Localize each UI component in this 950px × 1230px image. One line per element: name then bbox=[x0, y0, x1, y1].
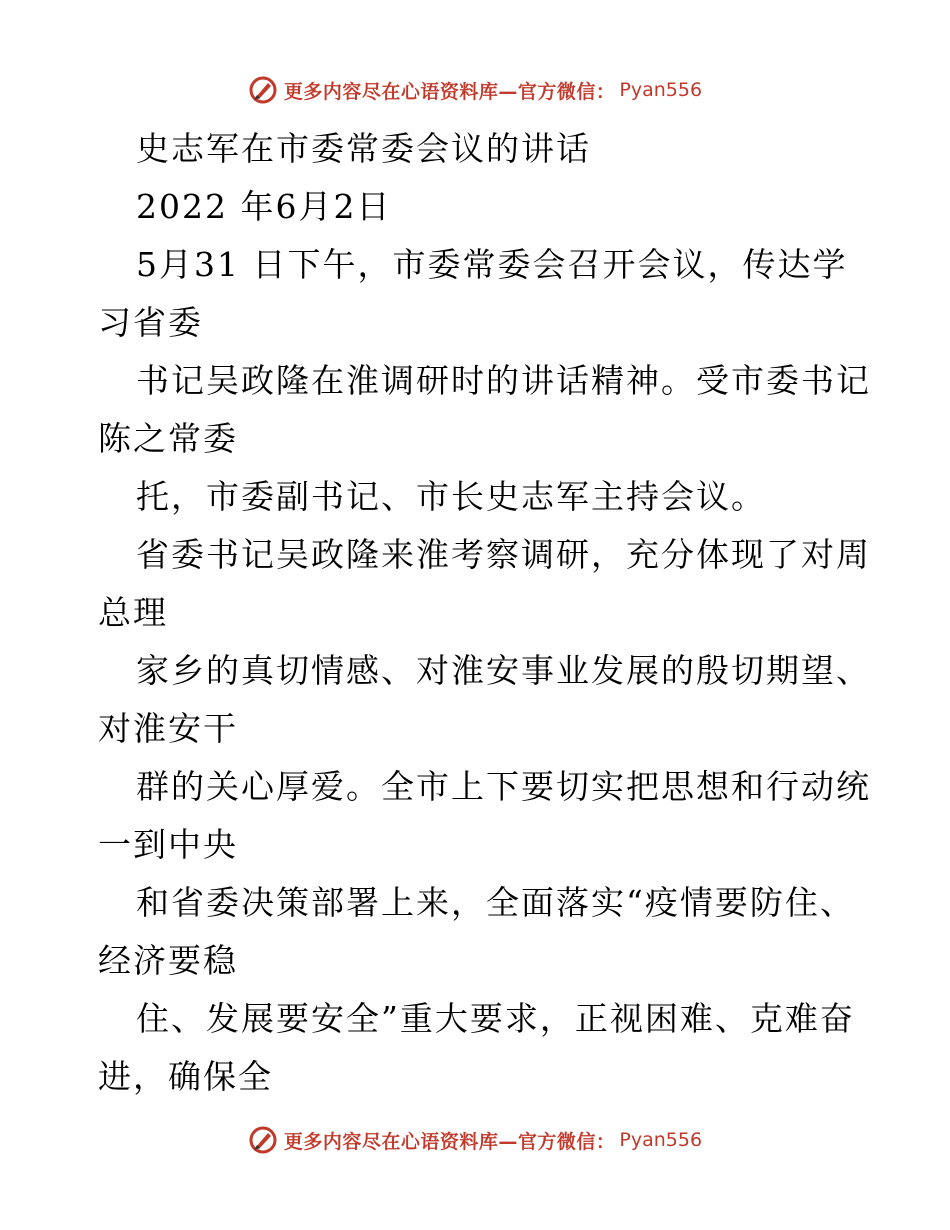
text-line: 和省委决策部署上来，全面落实“疫情要防住、 bbox=[136, 883, 855, 922]
header-banner bbox=[0, 70, 950, 110]
text-line: 经济要稳 bbox=[98, 941, 238, 980]
text-line: 陈之常委 bbox=[98, 419, 238, 458]
banner-text: 更多内容尽在心语资料库—官方微信： bbox=[283, 80, 616, 103]
text-line: 对淮安干 bbox=[98, 709, 238, 748]
document-body bbox=[98, 120, 871, 1106]
text-line: 总理 bbox=[98, 593, 168, 632]
text-line: 习省委 bbox=[98, 303, 203, 342]
document-title: 史志军在市委常委会议的讲话 bbox=[136, 129, 591, 168]
text-line: 托，市委副书记、市长史志军主持会议。 bbox=[136, 477, 766, 516]
text-line: 书记吴政隆在淮调研时的讲话精神。受市委书记 bbox=[136, 361, 871, 400]
text-line: 一到中央 bbox=[98, 825, 238, 864]
banner-wechat-id: Pyan556 bbox=[619, 1129, 703, 1151]
text-line: 家乡的真切情感、对淮安事业发展的殷切期望、 bbox=[136, 651, 871, 690]
text-line: 5月31 日下午，市委常委会召开会议，传达学 bbox=[136, 245, 848, 284]
pen-circle-icon bbox=[248, 1125, 278, 1155]
text-line: 进，确保全 bbox=[98, 1057, 273, 1096]
pen-circle-icon bbox=[248, 75, 278, 105]
document-date: 2022 年6月2日 bbox=[136, 187, 392, 226]
banner-wechat-id: Pyan556 bbox=[619, 79, 703, 101]
text-line: 住、发展要安全”重大要求，正视困难、克难奋 bbox=[136, 999, 855, 1038]
text-line: 省委书记吴政隆来淮考察调研，充分体现了对周 bbox=[136, 535, 871, 574]
footer-banner bbox=[0, 1120, 950, 1160]
text-line: 群的关心厚爱。全市上下要切实把思想和行动统 bbox=[136, 767, 871, 806]
banner-text: 更多内容尽在心语资料库—官方微信： bbox=[283, 1130, 616, 1153]
